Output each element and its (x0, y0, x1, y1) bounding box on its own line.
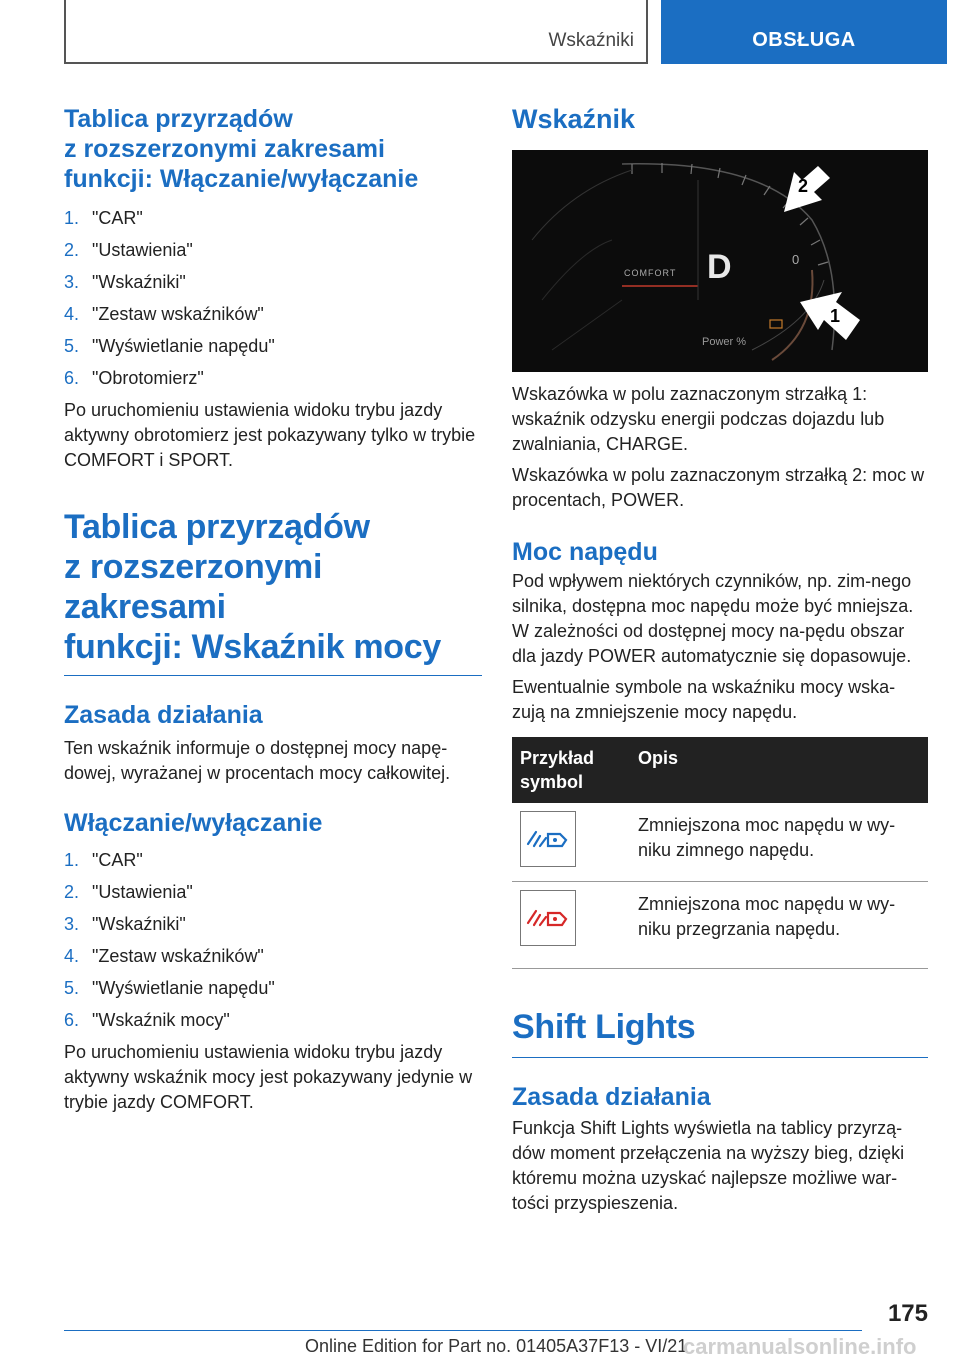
footer-edition: Online Edition for Part no. 01405A37F13 - VI/21 (305, 1336, 688, 1356)
symbols-table (512, 737, 928, 969)
step-text: "Zestaw wskaźników" (92, 946, 264, 966)
overheated-engine-icon (526, 905, 570, 931)
header-frame (64, 0, 648, 64)
header-chapter-tab[interactable]: OBSŁUGA (661, 0, 947, 64)
symbol-frame (520, 890, 576, 946)
list-item (64, 844, 482, 876)
heading-indicator: Wskaźnik (512, 104, 636, 134)
step-text: "Wyświetlanie napędu" (92, 978, 275, 998)
cold-engine-icon (526, 826, 570, 852)
table-header-row (512, 737, 928, 803)
step-number: 6. (64, 368, 80, 388)
steps-list-1 (64, 202, 482, 394)
step-text: "CAR" (92, 208, 143, 228)
list-item (64, 972, 482, 1004)
gear-indicator: D (707, 248, 732, 286)
callout-arrow-2 (774, 162, 834, 227)
list-item (64, 362, 482, 394)
paragraph-principle: Ten wskaźnik informuje o dostępnej mocy napę-dowej, wyrażanej w procentach mocy całkowitej. (64, 738, 451, 783)
list-item (64, 202, 482, 234)
step-text: "Wskaźnik mocy" (92, 1010, 230, 1030)
subheading-switch-on-off: Włączanie/wyłączanie (64, 809, 323, 837)
step-number: 1. (64, 208, 80, 228)
footer-watermark: carmanualsonline.info (683, 1334, 917, 1359)
callout-arrow-1 (798, 290, 862, 351)
step-text: "Zestaw wskaźników" (92, 304, 264, 324)
table-row (512, 803, 928, 882)
paragraph-drive-power-2: Ewentualnie symbole na wskaźniku mocy wska-zują na zmniejszenie mocy napędu. (512, 677, 896, 722)
instrument-cluster-figure (512, 150, 928, 372)
right-column (512, 104, 928, 1216)
step-number: 6. (64, 1010, 80, 1030)
step-text: "Obrotomierz" (92, 368, 204, 388)
list-item (64, 908, 482, 940)
heading-shift-lights: Shift Lights (512, 1008, 696, 1046)
footer-divider (64, 1330, 862, 1331)
steps-list-2 (64, 844, 482, 1036)
paragraph-arrow-1: Wskazówka w polu zaznaczonym strzałką 1: wskaźnik odzysku energii podczas dojazdu lub zwalniania, CHARGE. (512, 384, 885, 454)
paragraph-drive-power-1: Pod wpływem niektórych czynników, np. zim-nego silnika, dostępna moc napędu może być mniejsza. W zależności od dostępnej mocy na-pędu obszar dla jazdy POWER automatycznie się dopasowuje. (512, 571, 914, 666)
step-number: 4. (64, 304, 80, 324)
step-text: "Ustawienia" (92, 882, 193, 902)
list-item (64, 298, 482, 330)
subheading-principle: Zasada działania (64, 701, 263, 729)
step-text: "CAR" (92, 850, 143, 870)
power-percent-label: Power % (702, 336, 747, 348)
step-number: 3. (64, 272, 80, 292)
heading-switch-on-off: Tablica przyrządów z rozszerzonymi zakresami funkcji: Włączanie/wyłączanie (64, 105, 419, 193)
header-section-title: Wskaźniki (548, 30, 634, 51)
list-item (64, 1004, 482, 1036)
step-number: 3. (64, 914, 80, 934)
page-number: 175 (887, 1300, 928, 1327)
step-number: 1. (64, 850, 80, 870)
list-item (64, 234, 482, 266)
subheading-principle-shift: Zasada działania (512, 1083, 711, 1111)
list-item (64, 330, 482, 362)
step-number: 5. (64, 978, 80, 998)
step-number: 5. (64, 336, 80, 356)
table-header-symbol: Przykład symbol (512, 737, 630, 803)
step-number: 2. (64, 882, 80, 902)
table-cell-description: Zmniejszona moc napędu w wy-niku zimnego napędu. (630, 803, 928, 882)
list-item (64, 266, 482, 298)
paragraph-tachometer-note: Po uruchomieniu ustawienia widoku trybu jazdy aktywny obrotomierz jest pokazywany tylko w trybie COMFORT i SPORT. (64, 400, 476, 470)
list-item (64, 876, 482, 908)
paragraph-arrow-2: Wskazówka w polu zaznaczonym strzałką 2: moc w procentach, POWER. (512, 465, 925, 510)
callout-number-1: 1 (830, 306, 841, 326)
step-number: 4. (64, 946, 80, 966)
step-number: 2. (64, 240, 80, 260)
table-header-description: Opis (630, 737, 928, 803)
paragraph-power-meter-note: Po uruchomieniu ustawienia widoku trybu jazdy aktywny wskaźnik mocy jest pokazywany jedynie w trybie jazdy COMFORT. (64, 1042, 473, 1112)
table-cell-description: Zmniejszona moc napędu w wy-niku przegrzania napędu. (630, 882, 928, 969)
step-text: "Wskaźniki" (92, 914, 186, 934)
left-column (64, 104, 482, 1115)
drive-mode-label: COMFORT (624, 268, 677, 278)
heading-drive-power: Moc napędu (512, 538, 658, 566)
symbol-frame (520, 811, 576, 867)
callout-number-2: 2 (798, 176, 809, 196)
step-text: "Wyświetlanie napędu" (92, 336, 275, 356)
section-divider (64, 675, 482, 676)
list-item (64, 940, 482, 972)
section-divider (512, 1057, 928, 1058)
zero-tick-label: 0 (792, 252, 800, 267)
step-text: "Ustawienia" (92, 240, 193, 260)
heading-power-meter: Tablica przyrządów z rozszerzonymi zakresami funkcji: Wskaźnik mocy (64, 508, 441, 666)
paragraph-shift-lights: Funkcja Shift Lights wyświetla na tablicy przyrzą-dów moment przełączenia na wyższy bieg, dzięki któremu można uzyskać najlepsze możliwe war-tości przyspieszenia. (512, 1118, 905, 1213)
step-text: "Wskaźniki" (92, 272, 186, 292)
table-row (512, 882, 928, 969)
